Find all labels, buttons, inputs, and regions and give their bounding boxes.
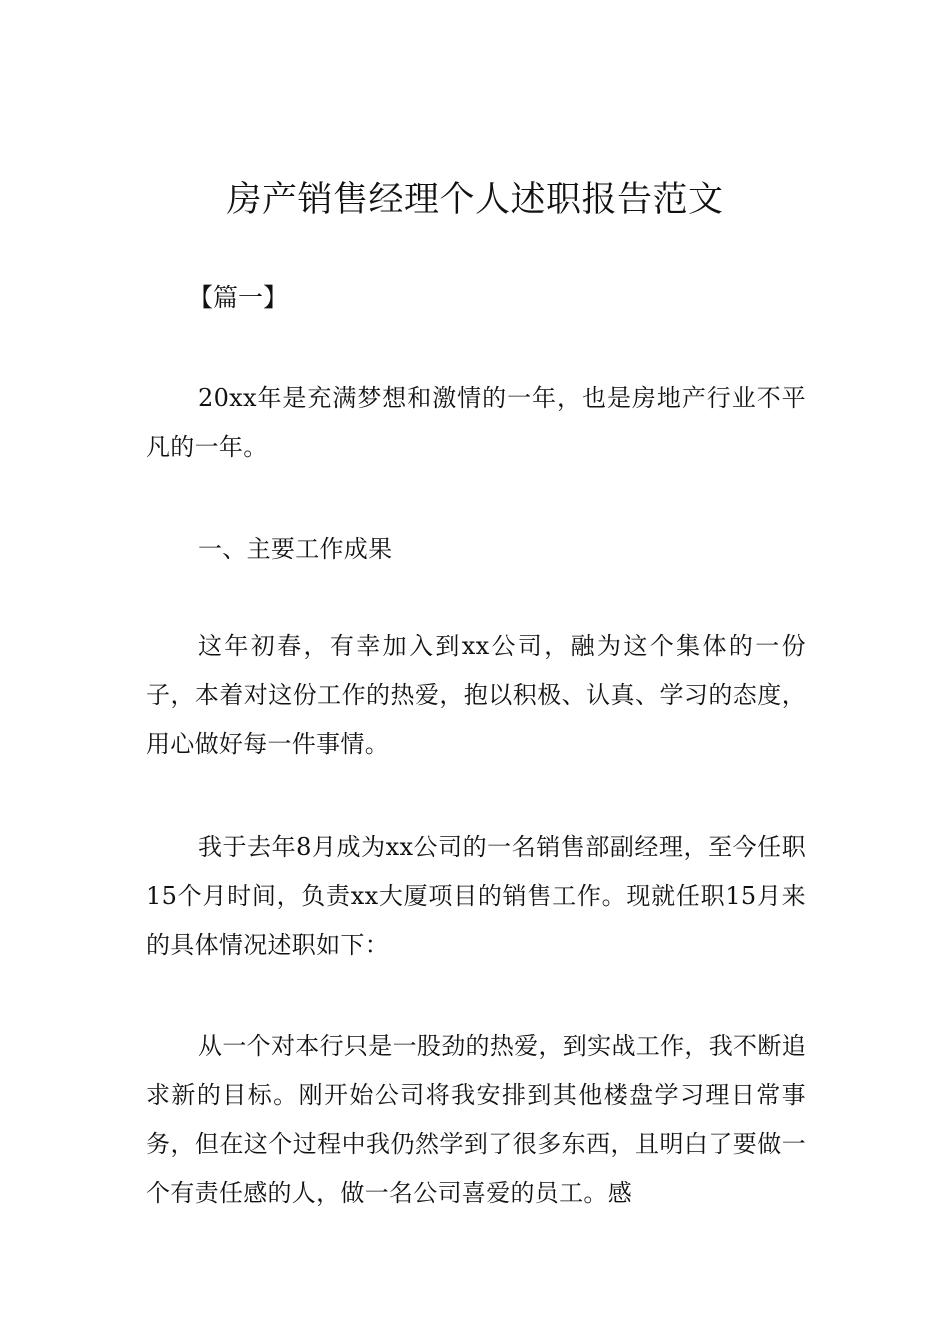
section-mark: 【篇一】	[188, 283, 289, 312]
paragraph-position: 我于去年8月成为xx公司的一名销售部副经理，至今任职15个月时间，负责xx大厦项目的销售工作。现就任职15月来的具体情况述职如下：	[146, 833, 806, 959]
paragraph-joining: 这年初春，有幸加入到xx公司，融为这个集体的一份子，本着对这份工作的热爱，抱以积极、认真、学习的态度，用心做好每一件事情。	[146, 632, 806, 758]
section-heading-main-results: 一、主要工作成果	[198, 535, 393, 563]
paragraph-growth: 从一个对本行只是一股劲的热爱，到实战工作，我不断追求新的目标。刚开始公司将我安排到其他楼盘学习理日常事务，但在这个过程中我仍然学到了很多东西，且明白了要做一个有责任感的人，做一名公司喜爱的员工。感	[146, 1032, 806, 1207]
document-title: 房产销售经理个人述职报告范文	[226, 180, 724, 220]
paragraph-intro: 20xx年是充满梦想和激情的一年，也是房地产行业不平凡的一年。	[146, 384, 806, 461]
